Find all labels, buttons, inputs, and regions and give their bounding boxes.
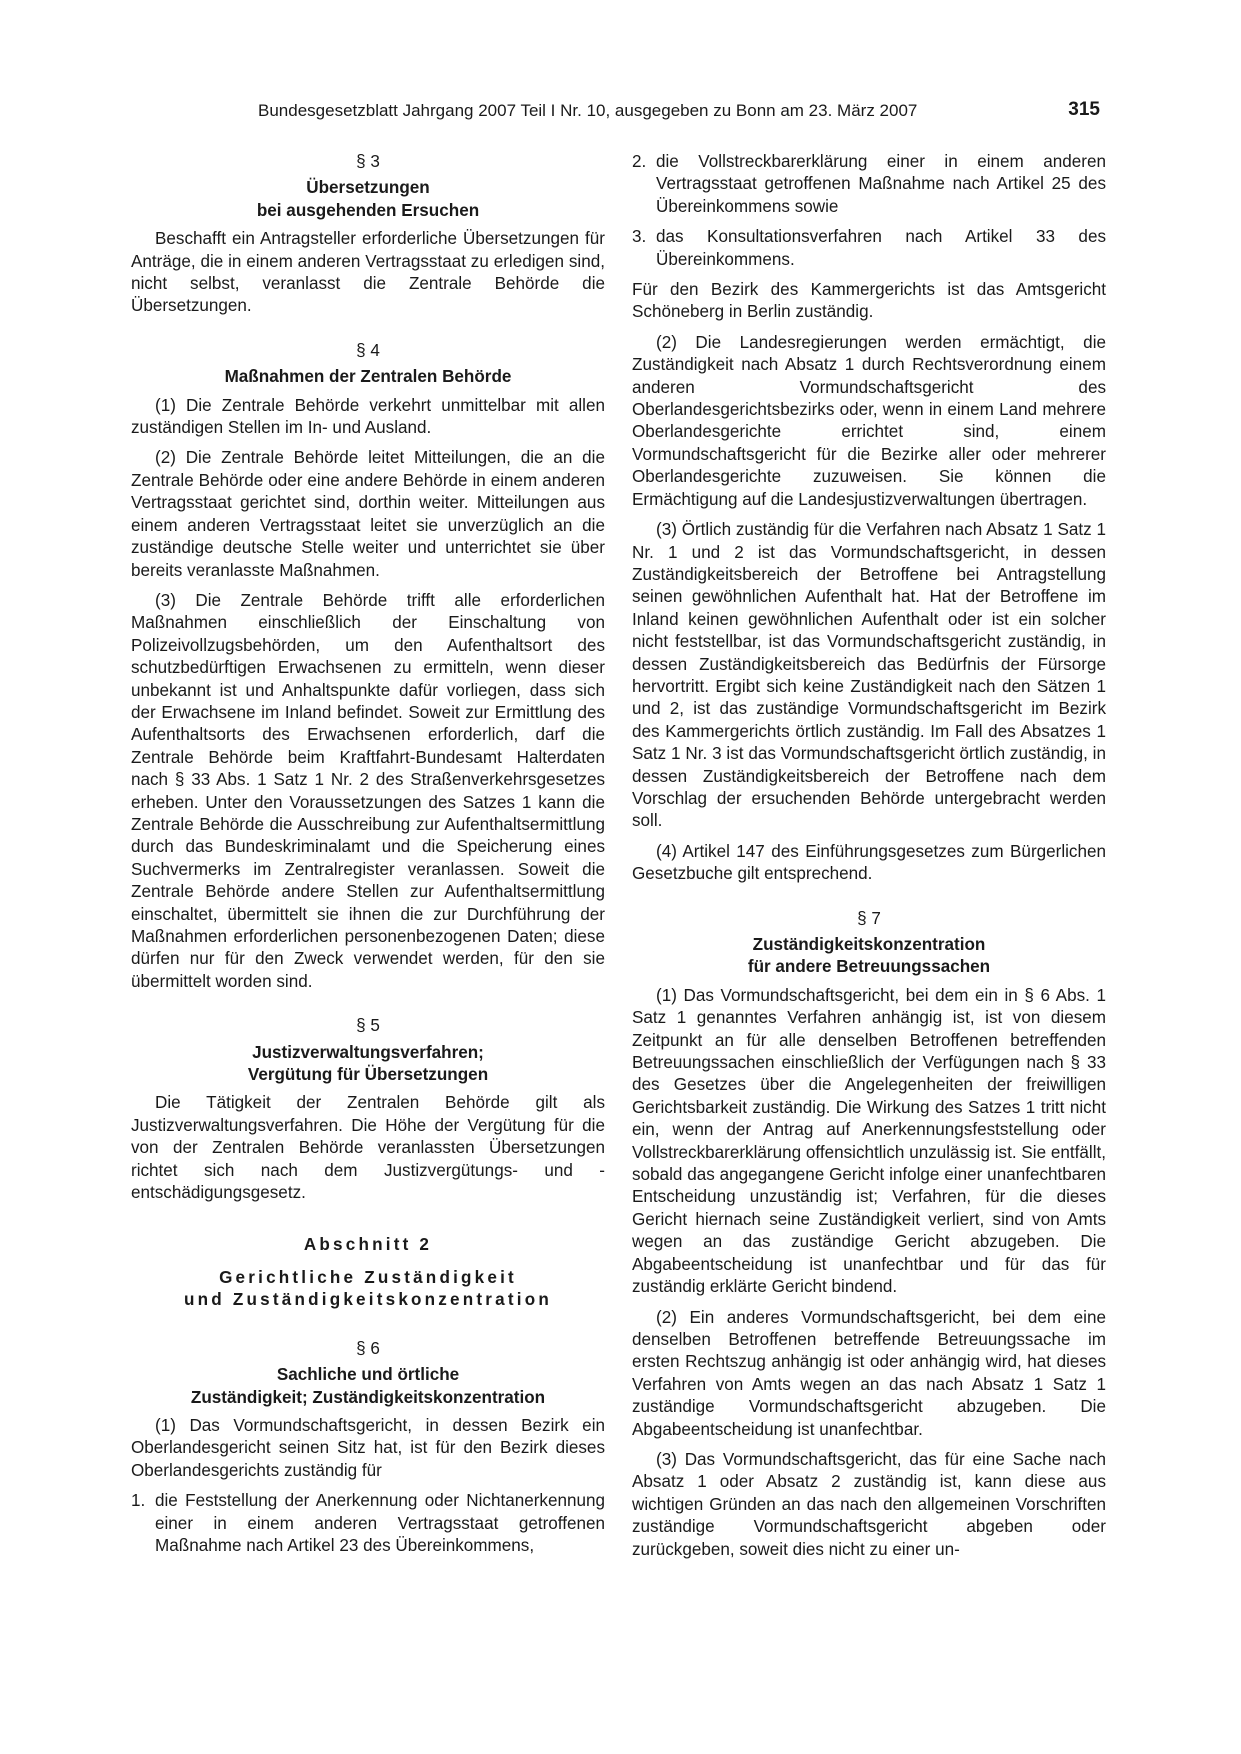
section-3-title	[131, 177, 605, 222]
section-4-title: Maßnahmen der Zentralen Behörde	[224, 367, 512, 387]
section-4-paragraph-2: (2) Die Zentrale Behörde leitet Mitteilungen, die an die Zentrale Behörde oder eine andere Behörde in einem anderen Vertragsstaat gerichtet sind, dorthin weiter. Mitteilungen aus einem anderen Vertragsstaat leitet sie unverzüglich an die zuständige deutsche Stelle weiter und unterrichtet sie über bereits veranlasste Maßnahmen.	[131, 448, 605, 580]
section-6-paragraph-2: (2) Die Landesregierungen werden ermächtigt, die Zuständigkeit nach Absatz 1 durch Rechtsverordnung einem anderen Vormundschaftsgericht des Oberlandesgerichtsbezirks oder, wenn in einem Land mehrere Oberlandesgerichte errichtet sind, einem Vormundschaftsgericht für die Bezirke aller oder mehrerer Oberlandesgerichte zuzuweisen. Sie können die Ermächtigung auf die Landesjustizverwaltungen übertragen.	[632, 332, 1106, 509]
page-number: 315	[1068, 99, 1100, 120]
section-5-number: § 5	[356, 1016, 380, 1036]
section-7-title-line-1: Zuständigkeitskonzentration	[752, 935, 986, 954]
section-7-title	[632, 934, 1106, 979]
left-column	[131, 151, 605, 1565]
section-6-paragraph-1: (1) Das Vormundschaftsgericht, in dessen Bezirk ein Oberlandesgericht seinen Sitz hat, ist für den Bezirk dieses Oberlandesgerichts zuständig für	[131, 1415, 605, 1480]
list-item	[632, 226, 1106, 271]
section-5-title	[131, 1042, 605, 1087]
section-5-title-line-1: Justizverwaltungsverfahren;	[252, 1042, 484, 1062]
section-3-title-line-2: bei ausgehenden Ersuchen	[256, 200, 480, 220]
section-4-number: § 4	[356, 340, 380, 360]
section-4-paragraph-3: (3) Die Zentrale Behörde trifft alle erforderlichen Maßnahmen einschließlich der Einschaltung von Polizeivollzugsbehörden, um den Aufenthaltsort des schutzbedürftigen Erwachsenen zu ermitteln, wenn dieser unbekannt ist und Anhaltspunkte dafür vorliegen, dass sich der Erwachsene im Inland befindet. Soweit zur Ermittlung des Aufenthaltsorts des Erwachsenen erforderlich, darf die Zentrale Behörde beim Kraftfahrt-Bundesamt Halterdaten nach § 33 Abs. 1 Satz 1 Nr. 2 des Straßenverkehrsgesetzes erheben. Unter den Voraussetzungen des Satzes 1 kann die Zentrale Behörde die Ausschreibung zur Aufenthaltsermittlung durch das Bundeskriminalamt und die Speicherung eines Suchvermerks im Zentralregister veranlassen. Soweit die Zentrale Behörde andere Stellen zur Aufenthaltsermittlung einschaltet, übermittelt sie ihnen die zur Durchführung der Maßnahmen erforderlichen personenbezogenen Daten; diese dürfen nur für den Zweck verwendet werden, für den sie übermittelt worden sind.	[131, 590, 605, 991]
section-6-paragraph-4: (4) Artikel 147 des Einführungsgesetzes zum Bürgerlichen Gesetzbuche gilt entsprechend.	[632, 841, 1106, 884]
section-6-title-line-1: Sachliche und örtliche	[276, 1365, 460, 1385]
chapter-title-line-1: Gerichtliche Zuständigkeit	[219, 1267, 517, 1287]
list-item-text: das Konsultationsverfahren nach Artikel 33 des Übereinkommens.	[656, 227, 1106, 269]
chapter-label: Abschnitt 2	[303, 1235, 433, 1255]
page-header	[258, 101, 1100, 127]
section-6-title	[131, 1364, 605, 1409]
list-item-text: die Vollstreckbarerklärung einer in einem anderen Vertragsstaat getroffenen Maßnahme nach Artikel 25 des Übereinkommens sowie	[656, 152, 1106, 216]
section-6-title-line-2: Zuständigkeit; Zuständigkeitskonzentration	[190, 1387, 546, 1407]
section-6-paragraph-3: (3) Örtlich zuständig für die Verfahren nach Absatz 1 Satz 1 Nr. 1 und 2 ist das Vormundschaftsgericht, in dessen Zuständigkeitsbereich der Betroffene bei Antragstellung seinen gewöhnlichen Aufenthalt hat. Hat der Betroffene im Inland keinen gewöhnlichen Aufenthalt oder ist ein solcher nicht feststellbar, ist das Vormundschaftsgericht zuständig, in dessen Zuständigkeitsbereich das Bedürfnis der Fürsorge hervortritt. Ergibt sich keine Zuständigkeit nach den Sätzen 1 und 2, ist das zuständige Vormundschaftsgericht im Bezirk des Kammergerichts örtlich zuständig. Im Fall des Absatzes 1 Satz 1 Nr. 3 ist das Vormundschaftsgericht örtlich zuständig, in dessen Zuständigkeitsbereich der Betroffene nach dem Vorschlag der ersuchenden Behörde untergebracht werden soll.	[632, 520, 1106, 831]
section-7-paragraph-1: (1) Das Vormundschaftsgericht, bei dem ein in § 6 Abs. 1 Satz 1 genanntes Verfahren anhängig ist, ist von diesem Zeitpunkt an für alle denselben Betroffenen betreffenden Betreuungssachen einschließlich der Verfügungen nach § 33 des Gesetzes über die Angelegenheiten der freiwilligen Gerichtsbarkeit zuständig. Die Wirkung des Satzes 1 tritt nicht ein, wenn der Antrag auf Anerkennungsfeststellung oder Vollstreckbarerklärung offensichtlich unzulässig ist. Sie entfällt, sobald das angegangene Gericht infolge einer unanfechtbaren Entscheidung unzuständig ist; Verfahren, für die dieses Gericht hiernach seine Zuständigkeit verliert, sind von Amts wegen an das zuständige Gericht abzugeben. Die Abgabeentscheidung ist unanfechtbar und für das für zuständig erklärte Gericht bindend.	[632, 985, 1106, 1297]
section-7-title-line-2: für andere Betreuungssachen	[747, 957, 991, 977]
section-3-number: § 3	[356, 152, 380, 171]
section-4-paragraph-1: (1) Die Zentrale Behörde verkehrt unmittelbar mit allen zuständigen Stellen im In- und Ausland.	[131, 395, 605, 438]
list-item-number: 3.	[632, 227, 647, 247]
list-item-number: 1.	[131, 1491, 146, 1511]
chapter-title-line-2: und Zuständigkeitskonzentration	[184, 1290, 552, 1310]
list-item-text: die Feststellung der Anerkennung oder Nichtanerkennung einer in einem anderen Vertragsstaat getroffenen Maßnahme nach Artikel 23 des Übereinkommens,	[155, 1491, 605, 1555]
section-3-paragraph: Beschafft ein Antragsteller erforderliche Übersetzungen für Anträge, die in einem anderen Vertragsstaat zu erledigen sind, nicht selbst, veranlasst die Zentrale Behörde die Übersetzungen.	[131, 229, 605, 316]
section-6-number: § 6	[356, 1338, 380, 1358]
section-7-paragraph-2: (2) Ein anderes Vormundschaftsgericht, bei dem eine denselben Betroffenen betreffende Betreuungssache im ersten Rechtszug anhängig ist oder anhängig wird, hat dieses Verfahren von Amts wegen an das nach Absatz 1 Satz 1 zuständige Vormundschaftsgericht abzugeben. Die Abgabeentscheidung ist unanfechtbar.	[632, 1307, 1106, 1439]
section-6-berlin-paragraph: Für den Bezirk des Kammergerichts ist das Amtsgericht Schöneberg in Berlin zuständig.	[632, 280, 1106, 322]
right-column	[632, 151, 1106, 1569]
list-item-number: 2.	[632, 152, 647, 171]
section-5-paragraph: Die Tätigkeit der Zentralen Behörde gilt als Justizverwaltungsverfahren. Die Höhe der Vergütung für die von der Zentralen Behörde veranlassten Übersetzungen richtet sich nach dem Justizvergütungs- und -entschädigungsgesetz.	[131, 1093, 605, 1203]
section-7-number: § 7	[857, 908, 881, 928]
section-3-title-line-1: Übersetzungen	[306, 178, 430, 198]
chapter-title	[131, 1267, 605, 1312]
list-item	[131, 1490, 605, 1557]
section-7-paragraph-3: (3) Das Vormundschaftsgericht, das für eine Sache nach Absatz 1 oder Absatz 2 zuständig ist, kann diese aus wichtigen Gründen an das nach den allgemeinen Vorschriften zuständige Vormundschaftsgericht abgeben oder zurückgeben, soweit dies nicht zu einer un-	[632, 1449, 1106, 1559]
section-5-title-line-2: Vergütung für Übersetzungen	[247, 1065, 489, 1085]
list-item	[632, 151, 1106, 218]
header-title: Bundesgesetzblatt Jahrgang 2007 Teil I Nr. 10, ausgegeben zu Bonn am 23. März 2007	[258, 101, 918, 120]
